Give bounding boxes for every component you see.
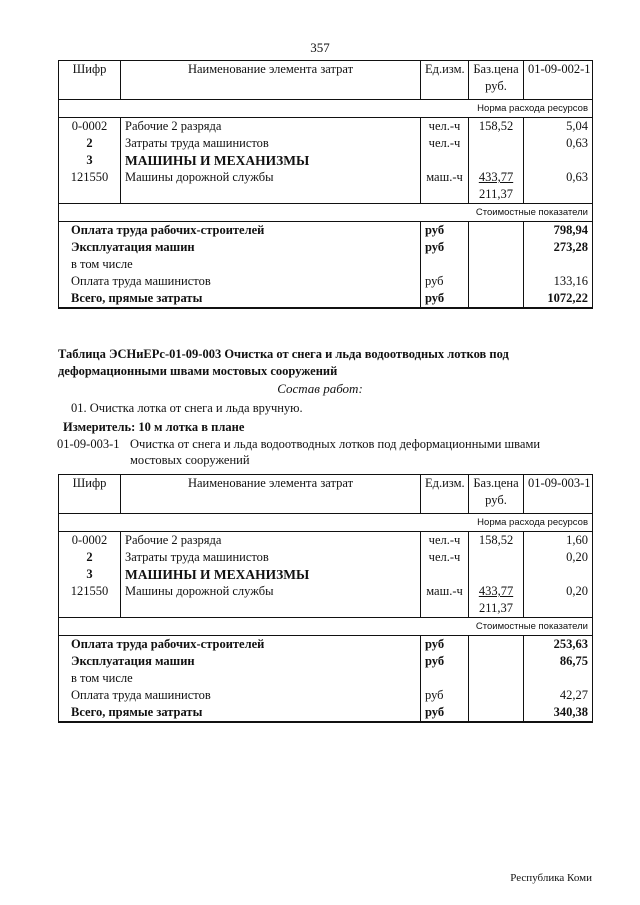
table-row: 2 Затраты труда машинистов чел.-ч 0,20 <box>59 549 593 566</box>
header-price: Баз.цена руб. <box>469 475 524 514</box>
table-row: 121550 Машины дорожной службы маш.-ч 433,77 211,37 0,20 <box>59 583 593 618</box>
table-row: 0-0002 Рабочие 2 разряда чел.-ч 158,52 1,60 <box>59 532 593 550</box>
cost-row: Оплата труда рабочих-строителей руб 253,63 <box>59 636 593 654</box>
cost-row: в том числе <box>59 256 593 273</box>
cost-row-total: Всего, прямые затраты руб 340,38 <box>59 704 593 722</box>
header-table-code: 01-09-003-1 <box>524 475 593 514</box>
header-code: Шифр <box>59 475 121 514</box>
header-name: Наименование элемента затрат <box>121 61 421 100</box>
table-row: 2 Затраты труда машинистов чел.-ч 0,63 <box>59 135 593 152</box>
norm-subheader: Норма расхода ресурсов <box>59 514 593 532</box>
item-description: Очистка от снега и льда водоотводных лотков под деформационными швами мостовых сооружений <box>130 437 541 467</box>
norm-subheader: Норма расхода ресурсов <box>59 100 593 118</box>
resource-table-2 <box>58 474 593 723</box>
header-code: Шифр <box>59 61 121 100</box>
table-title: Таблица ЭСНиЕРс-01-09-003 Очистка от снега и льда водоотводных лотков под деформационными швами мостовых сооружений <box>58 347 509 378</box>
header-name: Наименование элемента затрат <box>121 475 421 514</box>
header-table-code: 01-09-002-1 <box>524 61 593 100</box>
cost-row: в том числе <box>59 670 593 687</box>
cost-row-total: Всего, прямые затраты руб 1072,22 <box>59 290 593 308</box>
cost-subheader: Стоимостные показатели <box>59 618 593 636</box>
footer-region: Республика Коми <box>510 872 592 884</box>
cost-row: Оплата труда машинистов руб 133,16 <box>59 273 593 290</box>
cost-row: Эксплуатация машин руб 273,28 <box>59 239 593 256</box>
page-number: 357 <box>310 40 330 55</box>
header-price: Баз.цена руб. <box>469 61 524 100</box>
header-unit: Ед.изм. <box>421 61 469 100</box>
cost-row: Эксплуатация машин руб 86,75 <box>59 653 593 670</box>
table-row: 3 МАШИНЫ И МЕХАНИЗМЫ <box>59 152 593 169</box>
table-row: 3 МАШИНЫ И МЕХАНИЗМЫ <box>59 566 593 583</box>
table-row: 0-0002 Рабочие 2 разряда чел.-ч 158,52 5,04 <box>59 118 593 136</box>
table-header-row <box>59 61 593 100</box>
meter-line: Измеритель: 10 м лотка в плане <box>63 420 245 434</box>
resource-table-1 <box>58 60 593 309</box>
item-code: 01-09-003-1 <box>57 437 120 451</box>
cost-row: Оплата труда рабочих-строителей руб 798,94 <box>59 222 593 240</box>
cost-subheader: Стоимостные показатели <box>59 204 593 222</box>
work-item: 01. Очистка лотка от снега и льда вручную. <box>71 401 303 415</box>
table-row: 121550 Машины дорожной службы маш.-ч 433,77 211,37 0,63 <box>59 169 593 204</box>
cost-row: Оплата труда машинистов руб 42,27 <box>59 687 593 704</box>
table-header-row <box>59 475 593 514</box>
header-unit: Ед.изм. <box>421 475 469 514</box>
work-composition-heading: Состав работ: <box>277 381 363 396</box>
